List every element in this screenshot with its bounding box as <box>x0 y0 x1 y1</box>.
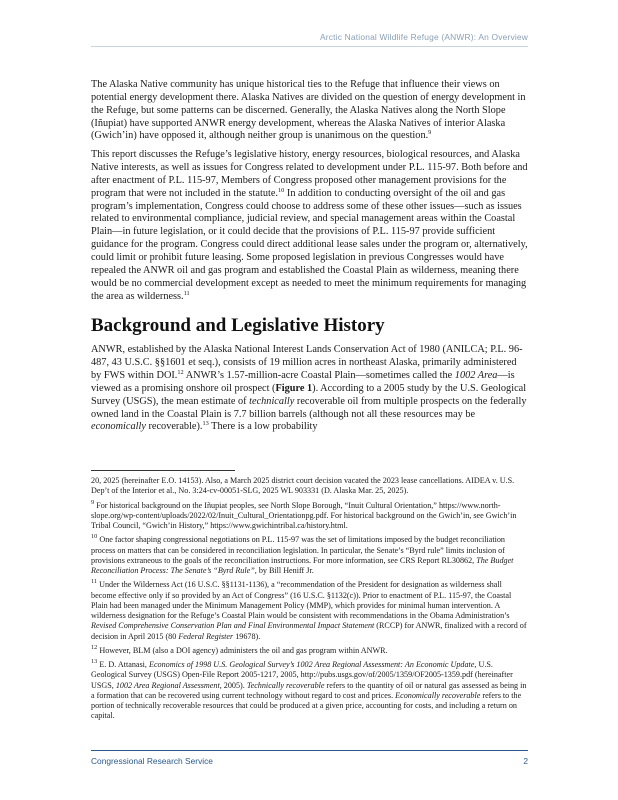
running-header: Arctic National Wildlife Refuge (ANWR): An Overview <box>320 32 528 42</box>
footer-publisher: Congressional Research Service <box>91 756 213 766</box>
footnote-11: $^{11}$ Under the Wilderness Act (16 U.S.C. §§1131-1136), a “recommendation of the President for designation as wilderness shall become effective only if so provided by an Act of Congress” (16 U.S.C. §1132(c)). Prior to enactment of P.L. 115-97, the Coastal Plain had been managed under the Minimum Management Policy (MMP), which provides for minimal human intervention. A wilderness designation for the Refuge’s Coastal Plain would be consistent with recommendations in the Obama Administration’s Revised Comprehensive Conservation Plan and Final Environmental Impact Statement (RCCP) for ANWR, finalized with a record of decision in April 2015 (80 Federal Register 19678). <box>91 578 527 641</box>
footer-rule <box>91 750 528 751</box>
footnote-ref[interactable]: 13 <box>202 420 209 428</box>
footnote-continuation: 20, 2025 (hereinafter E.O. 14153). Also, a March 2025 district court decision vacated the 2023 lease cancellations. AIDEA v. U.S. Dep’t of the Interior et al., No. 3:24-cv-00051-SLG, 2025 WL 903331 (D. Alaska Mar. 25, 2025). <box>91 476 515 496</box>
footnote-9: $^9$ For historical background on the Iñupiat peoples, see North Slope Borough, “Inuit Cultural Orientation,” https://www.north-slope.org/wp-content/uploads/2022/02/Inuit_Cultural_Orientationpg.pdf. For historical background on the Gwich’in, see Gwich’in Tribal Council, “Gwich’in History,” https://www.gwichintribal.ca/history.html. <box>91 498 517 530</box>
footnotes <box>91 476 528 726</box>
paragraph-alaska-native: The Alaska Native community has unique historical ties to the Refuge that influence their views on potential energy development there. Alaska Natives are divided on the question of energy development in the Refuge, but some patterns can be discerned. Generally, the Alaska Natives along the North Slope (Iñupiat) have supported ANWR energy development, whereas the Alaska Natives of interior Alaska (Gwich’in) have opposed it, although neither group is unanimous on the question.$^9$ <box>91 79 526 142</box>
footnote-ref[interactable]: 12 <box>177 369 184 377</box>
page-number: 2 <box>523 756 528 766</box>
footnote-10: $^{10}$ One factor shaping congressional negotiations on P.L. 115-97 was the set of limitations imposed by the budget reconciliation process on matters that can be considered in reconciliation legislation. In particular, the Senate’s “Byrd rule” limits inclusion of provisions extraneous to the goals of the reconciliation instructions. For more information, see CRS Report RL30862, The Budget Reconciliation Process: The Senate’s “Byrd Rule”, by Bill Heniff Jr. <box>91 533 514 575</box>
footnote-separator <box>91 470 235 471</box>
paragraph-anwr-background: ANWR, established by the Alaska National Interest Lands Conservation Act of 1980 (ANILCA; P.L. 96-487, 43 U.S.C. §§1601 et seq.), consists of 19 million acres in northeast Alaska, primarily administered by FWS within DOI.$^{12}$ ANWR’s 1.57-million-acre Coastal Plain—sometimes called the 1002 Area—is viewed as a promising onshore oil prospect (Figure 1). According to a 2005 study by the U.S. Geological Survey (USGS), the mean estimate of technically recoverable oil from multiple prospects on the federally owned land in the Coastal Plain is 7.7 billion barrels (although not all these resources may be economically recoverable).$^{13}$ There is a low probability <box>91 344 527 433</box>
section-heading: Background and Legislative History <box>91 315 385 337</box>
footnote-12: $^{12}$ However, BLM (also a DOI agency) administers the oil and gas program within ANWR. <box>91 643 388 655</box>
report-body <box>91 79 528 440</box>
footnote-ref[interactable]: 10 <box>278 186 285 194</box>
footnote-13: $^{13}$ E. D. Attanasi, Economics of 1998 U.S. Geological Survey’s 1002 Area Regional Assessment: An Economic Update, U.S. Geological Survey (USGS) Open-File Report 2005-1217, 2005, http://pubs.usgs.gov/of/2005/1359/OF2005-1359.pdf (hereinafter USGS, 1002 Area Regional Assessment, 2005). Technically recoverable refers to the quantity of oil or natural gas assessed as being in a formation that can be recovered using current technology without regard to cost and prices. Economically recoverable refers to the portion of technically recoverable resources that could be produced at a given price, accounting for costs, and including a return on capital. <box>91 658 527 721</box>
figure-link[interactable]: Figure 1 <box>275 382 313 394</box>
paragraph-report-scope: This report discusses the Refuge’s legislative history, energy resources, biological resources, and Alaska Native interests, as well as issues for Congress related to development under P.L. 115-97. Both before and after enactment of P.L. 115-97, Members of Congress proposed other management provisions for the program that were not included in the statute.$^{10}$ In addition to conducting oversight of the oil and gas program’s implementation, Congress could choose to address some of these other issues—such as issues related to environmental compliance, judicial review, and special management areas within the Coastal Plain—in future legislation, or it could decide that the provisions of P.L. 115-97 provide sufficient guidance for the program. Congress could direct additional lease sales under the program or, alternatively, could limit or prohibit future leasing. Some proposed legislation in previous Congresses would have repealed the ANWR oil and gas program and established the Coastal Plain as wilderness, meaning there would be no commercial development except as needed to meet the minimum requirements for managing the area as wilderness.$^{11}$ <box>91 149 528 302</box>
footnote-ref[interactable]: 9 <box>428 129 432 137</box>
footnote-ref[interactable]: 11 <box>183 289 190 297</box>
header-rule <box>91 46 528 47</box>
